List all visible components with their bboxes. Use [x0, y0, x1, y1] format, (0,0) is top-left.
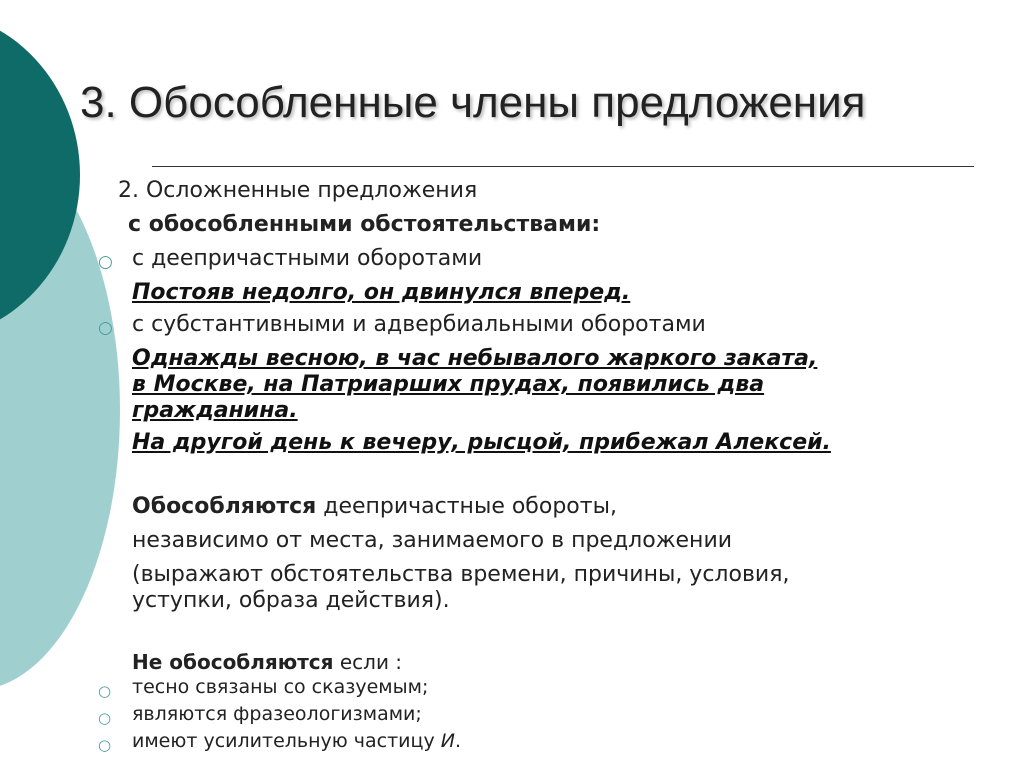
rule-line-3: (выражают обстоятельства времени, причины, условия,: [132, 562, 790, 587]
rule-bold-word: Обособляются: [132, 494, 317, 519]
bullet-item-2: с субстантивными и адвербиальными оборотами: [132, 312, 706, 337]
heading-line-1: 2. Осложненные предложения: [118, 178, 478, 203]
negation-item-1: тесно связаны со сказуемым;: [132, 676, 429, 698]
negation-item-3-text: имеют усилительную частицу: [132, 730, 441, 752]
bullet-icon: ○: [98, 709, 112, 727]
negation-item-3-italic: И: [440, 730, 455, 752]
negation-rest: если :: [333, 650, 403, 674]
slide-title: 3. Обособленные члены предложения: [80, 78, 866, 127]
bullet-icon: ○: [98, 682, 112, 700]
rule-line-2: независимо от места, занимаемого в предложении: [132, 528, 733, 553]
example-2-line-1: Однажды весною, в час небывалого жаркого заката,: [132, 346, 818, 371]
bullet-icon: ○: [98, 736, 112, 754]
negation-item-2: являются фразеологизмами;: [132, 703, 422, 725]
example-3: На другой день к вечеру, рысцой, прибежал Алексей.: [132, 430, 831, 455]
example-2-line-2: в Москве, на Патриарших прудах, появились два: [132, 372, 765, 397]
negation-heading: [132, 650, 402, 674]
negation-bold: Не обособляются: [132, 650, 334, 674]
rule-line-4: уступки, образа действия).: [132, 588, 450, 613]
rule-line-1-rest: деепричастные обороты,: [316, 494, 617, 519]
rule-line-1: [132, 494, 617, 519]
negation-item-3: [132, 730, 461, 752]
example-1: Постояв недолго, он двинулся вперед.: [132, 280, 631, 305]
heading-line-2: с обособленными обстоятельствами:: [128, 212, 601, 237]
bullet-item-1: с деепричастными оборотами: [132, 246, 483, 271]
negation-item-3-end: .: [454, 730, 462, 752]
bullet-icon: ○: [98, 252, 113, 272]
example-2-line-3: гражданина.: [132, 398, 298, 423]
bullet-icon: ○: [98, 318, 113, 338]
